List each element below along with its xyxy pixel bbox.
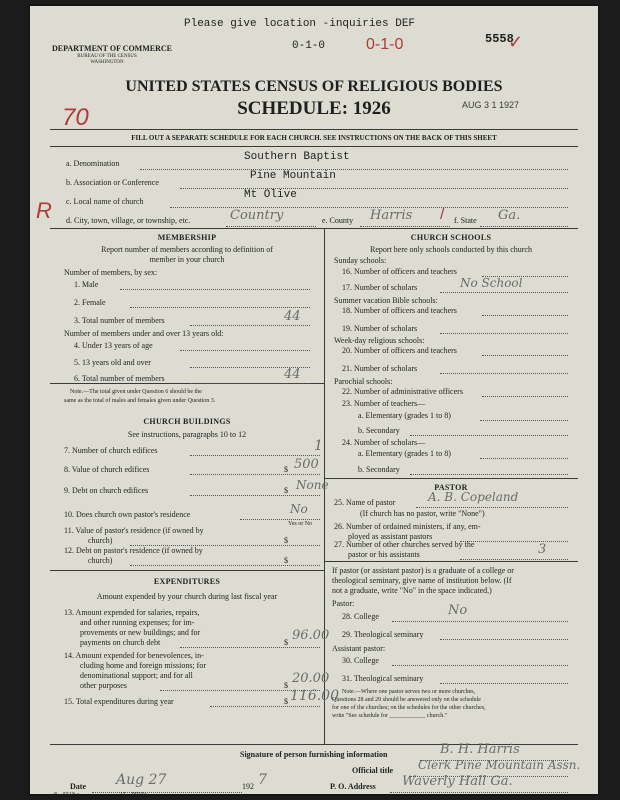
- q13-dollar: $: [284, 638, 288, 647]
- top-inquiry-note: Please give location -inquiries DEF: [184, 18, 416, 30]
- form-title: UNITED STATES CENSUS OF RELIGIOUS BODIES: [125, 78, 503, 95]
- q27-value: 3: [538, 542, 547, 557]
- local-name-value: Mt Olive: [244, 189, 297, 201]
- assistant-pastor-label: Assistant pastor:: [332, 644, 386, 653]
- q12-dollar: $: [284, 556, 288, 565]
- vacation-schools: Summer vacation Bible schools:: [334, 296, 438, 305]
- q13-label-4: payments on church debt: [80, 638, 161, 647]
- year-prefix: 192: [242, 782, 254, 791]
- date-label: Date: [70, 782, 86, 791]
- association-label: b. Association or Conference: [66, 178, 159, 187]
- buildings-heading: CHURCH BUILDINGS: [143, 417, 231, 426]
- q24a-label: a. Elementary (grades 1 to 8): [358, 449, 451, 458]
- instruction-line: FILL OUT A SEPARATE SCHEDULE FOR EACH CHURCH. SEE INSTRUCTIONS ON THE BACK OF THIS SHEET: [131, 134, 497, 142]
- county-check-icon: /: [440, 206, 445, 223]
- official-title-label: Official title: [352, 766, 394, 775]
- q24b-label: b. Secondary: [358, 465, 400, 474]
- q28-value: No: [448, 603, 468, 618]
- q25-note: (If church has no pastor, write "None"): [360, 509, 485, 518]
- q3-label: 3. Total number of members: [74, 316, 165, 325]
- q2-label: 2. Female: [74, 298, 106, 307]
- po-address-value: Waverly Hall Ga.: [402, 774, 513, 789]
- parochial-schools: Parochial schools:: [334, 377, 393, 386]
- membership-note-2: same as the total of males and females given under Question 3.: [64, 398, 216, 404]
- po-address-label: P. O. Address: [330, 782, 376, 791]
- q6-value: 44: [284, 367, 301, 382]
- graduate-note-1: If pastor (or assistant pastor) is a graduate of a college or: [332, 566, 514, 575]
- schedule-title: SCHEDULE: 1926: [237, 98, 391, 119]
- q27-label-1: 27. Number of other churches served by the: [334, 540, 475, 549]
- q7-label: 7. Number of church edifices: [64, 446, 158, 455]
- association-value: Pine Mountain: [250, 170, 336, 182]
- graduate-note-3: not a graduate, write "No" in the space indicated.): [332, 586, 492, 595]
- q9-value: None: [296, 478, 329, 492]
- date-value: Aug 27: [116, 772, 167, 788]
- q28-label: 28. College: [342, 612, 379, 621]
- q14-label-2: cluding home and foreign missions; for: [80, 661, 206, 670]
- q24-label: 24. Number of scholars—: [342, 438, 426, 447]
- q1-label: 1. Male: [74, 280, 99, 289]
- county-value: Harris: [370, 208, 413, 223]
- buildings-sub: See instructions, paragraphs 10 to 12: [127, 430, 247, 439]
- q14-label-4: other purposes: [80, 681, 127, 690]
- state-value: Ga.: [498, 208, 521, 223]
- q14-value: 20.00: [292, 671, 330, 686]
- membership-age: Number of members under and over 13 years old:: [64, 329, 224, 338]
- membership-by-sex: Number of members, by sex:: [64, 268, 158, 277]
- q23b-label: b. Secondary: [358, 426, 400, 435]
- received-stamp: AUG 3 1 1927: [462, 100, 520, 110]
- q5-label: 5. 13 years old and over: [74, 358, 151, 367]
- q23a-label: a. Elementary (grades 1 to 8): [358, 411, 451, 420]
- weekday-schools: Week-day religious schools:: [334, 336, 425, 345]
- bureau-name: BUREAU OF THE CENSUS: [77, 54, 137, 59]
- q22-label: 22. Number of administrative officers: [342, 387, 463, 396]
- membership-sub-1: Report number of members according to definition of: [101, 245, 273, 254]
- city-label: d. City, town, village, or township, etc.: [66, 216, 191, 225]
- q11-label-2: church): [88, 536, 113, 545]
- form-number-2: 11—9024a: [120, 792, 147, 798]
- q13-label-2: and other running expenses; for im-: [80, 618, 195, 627]
- year-digit: 7: [258, 772, 267, 788]
- county-label: e. County: [322, 216, 354, 225]
- denomination-label: a. Denomination: [66, 159, 120, 168]
- q25-label: 25. Name of pastor: [334, 498, 396, 507]
- q23-label: 23. Number of teachers—: [342, 399, 426, 408]
- q14-dollar: $: [284, 681, 288, 690]
- q30-label: 30. College: [342, 656, 379, 665]
- q21-label: 21. Number of scholars: [342, 364, 418, 373]
- q31-label: 31. Theological seminary: [342, 674, 424, 683]
- q9-label: 9. Debt on church edifices: [64, 486, 149, 495]
- q3-value: 44: [284, 309, 301, 324]
- city-value: Country: [230, 208, 284, 223]
- q15-value: 116.00: [290, 688, 339, 704]
- q25-value: A. B. Copeland: [428, 490, 519, 504]
- top-number: 5558: [485, 32, 514, 46]
- census-schedule-sheet: [30, 6, 598, 798]
- q11-dollar: $: [284, 536, 288, 545]
- schools-heading: CHURCH SCHOOLS: [410, 233, 492, 242]
- graduate-note-2: theological seminary, give name of institution below. (If: [332, 576, 512, 585]
- red-mark-r: R: [36, 198, 52, 223]
- q14-label-1: 14. Amount expended for benevolences, in-: [64, 651, 204, 660]
- denomination-value: Southern Baptist: [244, 151, 350, 163]
- membership-heading: MEMBERSHIP: [157, 233, 217, 242]
- membership-sub-2: member in your church: [149, 255, 225, 264]
- state-label: f. State: [454, 216, 477, 225]
- q20-label: 20. Number of officers and teachers: [342, 346, 457, 355]
- pastor-note-1: Note.—Where one pastor serves two or more churches,: [342, 689, 476, 695]
- sunday-schools: Sunday schools:: [334, 256, 387, 265]
- q12-label: 12. Debt on pastor's residence (if owned by: [64, 546, 203, 555]
- q27-label-2: pastor or his assistants: [348, 550, 420, 559]
- q29-label: 29. Theological seminary: [342, 630, 424, 639]
- form-number-1: 8—5518 a: [54, 792, 80, 798]
- q17-label: 17. Number of scholars: [342, 283, 418, 292]
- q14-label-3: denominational support; and for all: [80, 671, 193, 680]
- pastor-label: Pastor:: [332, 599, 355, 608]
- pastor-note-3: for one of the churches; on the schedules for the other churches,: [332, 705, 486, 711]
- schools-sub: Report here only schools conducted by this church: [370, 245, 532, 254]
- code-handwritten: 0-1-0: [366, 36, 404, 53]
- q13-label-1: 13. Amount expended for salaries, repairs,: [64, 608, 200, 617]
- pastor-note-2: Questions 28 and 29 should be answered only on the schedule: [332, 697, 481, 703]
- q10-value: No: [290, 502, 308, 516]
- signature-value: B. H. Harris: [440, 742, 520, 757]
- membership-note-1: Note.—The total given under Question 6 should be the: [70, 389, 202, 395]
- signature-label: Signature of person furnishing information: [240, 750, 388, 759]
- q9-dollar: $: [284, 486, 288, 495]
- check-mark-icon: ✓: [508, 32, 524, 52]
- q10-label: 10. Does church own pastor's residence: [64, 510, 191, 519]
- q15-dollar: $: [284, 697, 288, 706]
- q12-label-2: church): [88, 556, 113, 565]
- pastor-heading: PASTOR: [434, 483, 468, 492]
- expenditures-heading: EXPENDITURES: [153, 577, 221, 586]
- local-name-label: c. Local name of church: [66, 197, 144, 206]
- q7-value: 1: [314, 438, 323, 454]
- q8-value: 500: [294, 457, 319, 472]
- q8-dollar: $: [284, 465, 288, 474]
- q11-label: 11. Value of pastor's residence (if owned by: [64, 526, 204, 535]
- pastor-note-4: write "See schedule for ____________ church.": [332, 713, 448, 719]
- q13-label-3: provements or new buildings; and for: [80, 628, 201, 637]
- q26-label-1: 26. Number of ordained ministers, if any, em-: [334, 522, 481, 531]
- q10-yes-no-hint: Yes or No: [288, 521, 313, 527]
- expenditures-sub: Amount expended by your church during last fiscal year: [96, 592, 278, 601]
- q26-label-2: ployed as assistant pastors: [348, 532, 433, 541]
- red-mark-70: 70: [62, 104, 89, 131]
- q19-label: 19. Number of scholars: [342, 324, 418, 333]
- q6-label: 6. Total number of members: [74, 374, 165, 383]
- q4-label: 4. Under 13 years of age: [74, 341, 153, 350]
- q18-label: 18. Number of officers and teachers: [342, 306, 457, 315]
- q15-label: 15. Total expenditures during year: [64, 697, 174, 706]
- bureau-city: WASHINGTON: [90, 60, 124, 65]
- q16-label: 16. Number of officers and teachers: [342, 267, 457, 276]
- code-typed: 0-1-0: [292, 40, 326, 52]
- official-title-value: Clerk Pine Mountain Assn.: [418, 758, 581, 772]
- q13-value: 96.00: [292, 628, 330, 643]
- department-name: DEPARTMENT OF COMMERCE: [52, 44, 173, 53]
- q8-label: 8. Value of church edifices: [64, 465, 150, 474]
- q17-value: No School: [460, 276, 523, 290]
